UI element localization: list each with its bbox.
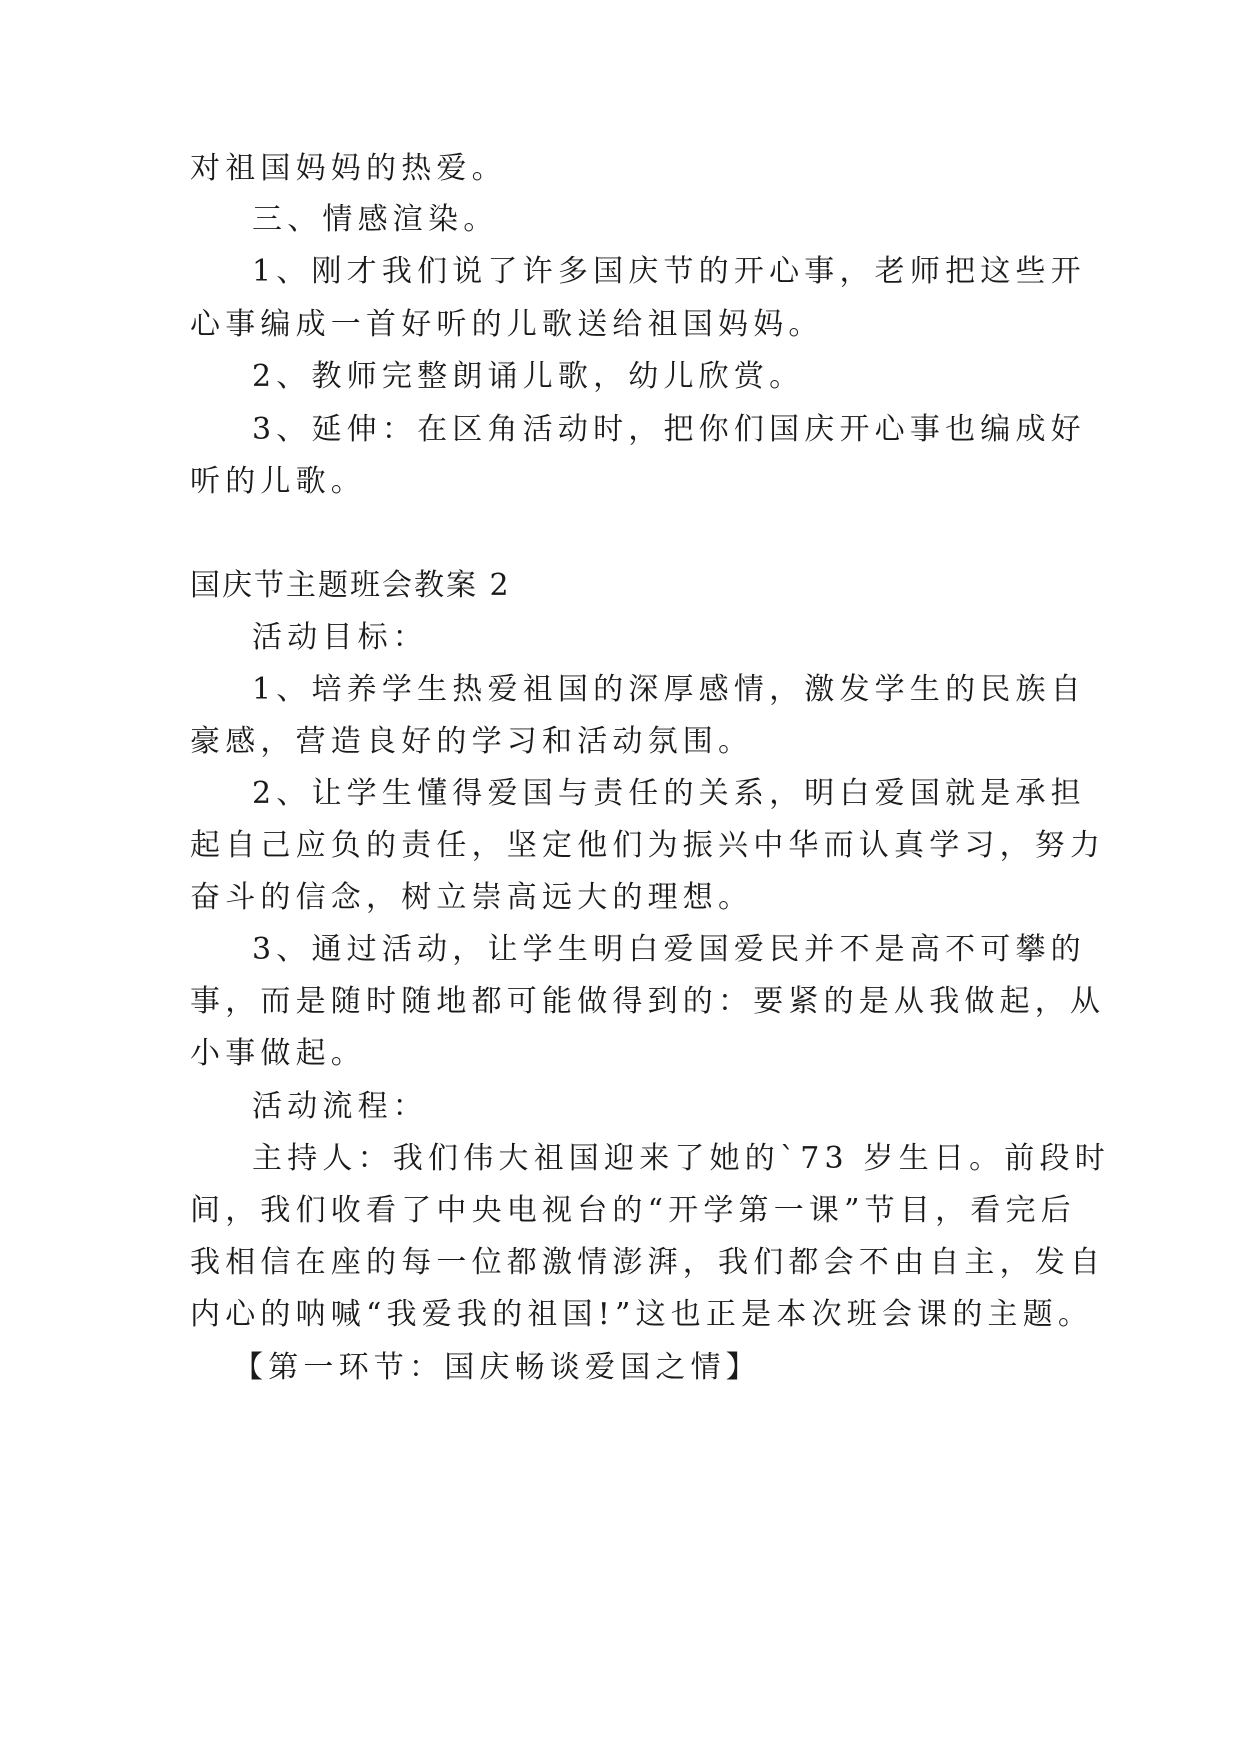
list-item-line: 小事做起。 bbox=[190, 1036, 366, 1071]
stage-heading: 【第一环节：国庆畅谈爱国之情】 bbox=[233, 1350, 761, 1385]
list-item-line: 1、培养学生热爱祖国的深厚感情，激发学生的民族自 bbox=[252, 672, 1086, 707]
paragraph-line: 间，我们收看了中央电视台的“开学第一课”节目，看完后 bbox=[190, 1193, 1076, 1228]
paragraph-line: 主持人：我们伟大祖国迎来了她的`73 岁生日。前段时 bbox=[252, 1141, 1110, 1176]
paragraph-line: 对祖国妈妈的热爱。 bbox=[190, 151, 507, 186]
section-heading: 活动流程： bbox=[252, 1089, 428, 1124]
list-item-line: 2、让学生懂得爱国与责任的关系，明白爱国就是承担 bbox=[252, 776, 1086, 811]
list-item-line: 3、通过活动，让学生明白爱国爱民并不是高不可攀的 bbox=[252, 932, 1086, 967]
list-item-line: 听的儿歌。 bbox=[190, 464, 366, 499]
list-item-line: 2、教师完整朗诵儿歌，幼儿欣赏。 bbox=[252, 359, 805, 394]
section-heading: 三、情感渲染。 bbox=[252, 202, 499, 237]
document-title: 国庆节主题班会教案 2 bbox=[190, 568, 511, 603]
list-item-line: 豪感，营造良好的学习和活动氛围。 bbox=[190, 724, 754, 759]
list-item-line: 事，而是随时随地都可能做得到的：要紧的是从我做起，从 bbox=[190, 984, 1106, 1019]
paragraph-line: 我相信在座的每一位都激情澎湃，我们都会不由自主，发自 bbox=[190, 1245, 1106, 1280]
list-item-line: 心事编成一首好听的儿歌送给祖国妈妈。 bbox=[190, 307, 824, 342]
list-item-line: 1、刚才我们说了许多国庆节的开心事，老师把这些开 bbox=[252, 254, 1086, 289]
list-item-line: 奋斗的信念，树立崇高远大的理想。 bbox=[190, 880, 754, 915]
paragraph-line: 内心的呐喊“我爱我的祖国!”这也正是本次班会课的主题。 bbox=[190, 1297, 1094, 1332]
list-item-line: 3、延伸：在区角活动时，把你们国庆开心事也编成好 bbox=[252, 412, 1086, 447]
section-heading: 活动目标： bbox=[252, 620, 428, 655]
list-item-line: 起自己应负的责任，坚定他们为振兴中华而认真学习，努力 bbox=[190, 828, 1106, 863]
